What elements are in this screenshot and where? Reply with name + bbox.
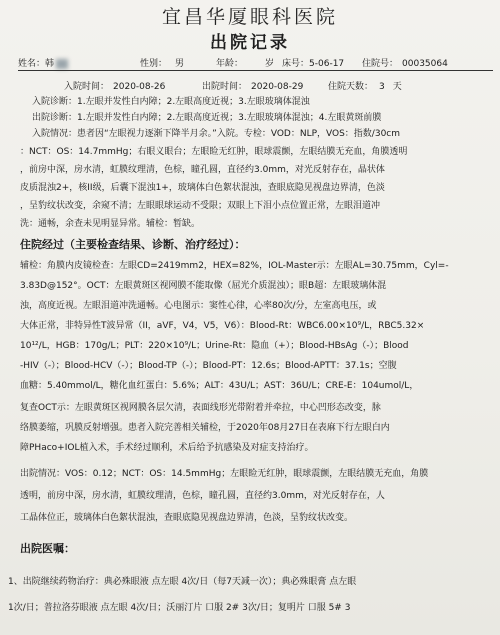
patient-name: 韩	[45, 59, 55, 69]
discharge-status: 出院情况：VOS：0.12；NCT：OS：14.5mmHg；左眼睑无红肿，眼球震颤，左眼结膜无充血，角膜	[20, 469, 429, 479]
record-text-line: ，呈豹纹状改变，余窥不清；左眼眼球运动不受限；双眼上下泪小点位置正常，左眼泪道冲	[20, 201, 381, 211]
record-text-line: 复查OCT示：左眼黄斑区视网膜各层欠清，表面线形光带附着并牵拉，中心凹形态改变，脉	[20, 403, 381, 413]
bed-value: 5-06-17	[309, 59, 345, 69]
gender-label: 性别：	[140, 59, 168, 69]
hospital-name: 宜昌华厦眼科医院	[161, 6, 338, 28]
discharge-date-field	[202, 79, 303, 92]
stay-days: 3	[379, 82, 385, 92]
stay-days-label: 住院天数：	[328, 82, 374, 92]
stay-days-unit: 天	[392, 82, 402, 92]
admit-date-field	[64, 79, 165, 92]
record-text-line: 洗：通畅，余查未见明显异常。辅检：暂缺。	[20, 219, 201, 229]
age-label: 年龄：	[216, 59, 244, 69]
admission-no-label: 住院号：	[362, 59, 399, 69]
discharge-order-line: 1次/日；普拉洛芬眼液 点左眼 4次/日；沃丽汀片 口服 2# 3次/日；复明片 口服 5# 3	[8, 603, 351, 613]
admission-no-field	[362, 56, 448, 69]
header-divider	[18, 70, 493, 71]
record-text-line: 10¹²/L，HGB：170g/L；PLT：220×10⁹/L；Urine-Rt：隐血（+）；Blood-HBsAg（-）；Blood	[20, 341, 409, 351]
admit-date-label: 入院时间：	[64, 82, 110, 92]
record-text-line: 血糖：5.40mmol/L，糖化血红蛋白：5.6%；ALT：43U/L；AST：36U/L；CRE-E：104umol/L，	[20, 381, 419, 391]
discharge-orders-heading: 出院医嘱：	[20, 542, 75, 555]
record-text-line: 浊，高度近视。左眼泪道冲洗通畅。心电图示：窦性心律，心率80次/分，左室高电压，或	[20, 301, 377, 311]
redaction-blur	[56, 59, 68, 69]
hospital-course-heading: 住院经过（主要检查结果、诊断、治疗经过）：	[20, 238, 246, 251]
record-text-line: 络膜萎缩，巩膜反射增强。患者入院完善相关辅检，于2020年08月27日在表麻下行左眼白内	[20, 423, 390, 433]
record-text-line: 3.83D@152°。OCT：左眼黄斑区视网膜不能取像（屈光介质混浊）；眼B超：左眼玻璃体混	[20, 281, 387, 291]
admit-date: 2020-08-26	[113, 82, 166, 92]
bed-label: 床号：	[282, 59, 310, 69]
discharge-order-line: 1、出院继续药物治疗：典必殊眼液 点左眼 4次/日（每7天减一次）；典必殊眼膏 点左眼	[8, 577, 357, 587]
record-text-line: 透明，前房中深，房水清，虹膜纹理清，色棕，瞳孔圆，直径约3.0mm，对光反射存在，人	[20, 491, 385, 501]
record-text-line: 大体正常，非特异性T波异常（II，aVF，V4，V5，V6）：Blood-Rt：WBC6.00×10⁹/L，RBC5.32×	[20, 321, 425, 331]
bed-field	[282, 56, 344, 69]
stay-days-field	[328, 79, 402, 92]
gender-value: 男	[175, 59, 185, 69]
patient-age-field	[216, 56, 274, 69]
record-text-line: -HIV（-）；Blood-HCV（-）；Blood-TP（-）；Blood-PT：12.6s；Blood-APTT：37.1s；空腹	[20, 361, 397, 371]
record-text-line: 辅检：角膜内皮镜检查：左眼CD=2419mm2，HEX=82%，IOL-Master示：左眼AL=30.75mm，Cyl=-	[20, 261, 449, 271]
admission-status: 入院情况：患者因“左眼视力逐渐下降半月余。”入院。专检：VOD：NLP，VOS：指数/30cm	[32, 129, 401, 139]
record-text-line: ，前房中深，房水清，虹膜纹理清，色棕，瞳孔圆，直径约3.0mm，对光反射存在，晶状体	[20, 165, 385, 175]
record-text-line: ：NCT：OS：14.7mmHg；右眼义眼台；左眼睑无红肿，眼球震颤，左眼结膜无充血，角膜透明	[20, 147, 408, 157]
patient-name-field	[18, 56, 68, 69]
patient-gender-field	[140, 56, 184, 69]
document-title: 出院记录	[210, 33, 290, 53]
patient-name-label: 姓名：	[18, 59, 46, 69]
age-unit: 岁	[265, 59, 275, 69]
record-text-line: 皮质混浊2+，核II级，后囊下混浊1+，玻璃体白色絮状混浊，查眼底隐见视盘边界清，色淡	[20, 183, 385, 193]
admission-diagnosis: 入院诊断：1.左眼并发性白内障；2.左眼高度近视；3.左眼玻璃体混浊	[32, 97, 310, 107]
record-text-line: 障PHaco+IOL植入术，手术经过顺利，术后给予抗感染及对症支持治疗。	[20, 443, 314, 453]
admission-no-value: 00035064	[402, 59, 448, 69]
record-text-line: 工晶体位正，玻璃体白色絮状混浊，查眼底隐见视盘边界清，色淡，呈豹纹状改变。	[20, 513, 354, 523]
discharge-diagnosis: 出院诊断：1.左眼并发性白内障；2.左眼高度近视；3.左眼玻璃体混浊；4.左眼黄斑前膜	[32, 113, 382, 123]
discharge-date-label: 出院时间：	[202, 82, 248, 92]
discharge-date: 2020-08-29	[251, 82, 304, 92]
